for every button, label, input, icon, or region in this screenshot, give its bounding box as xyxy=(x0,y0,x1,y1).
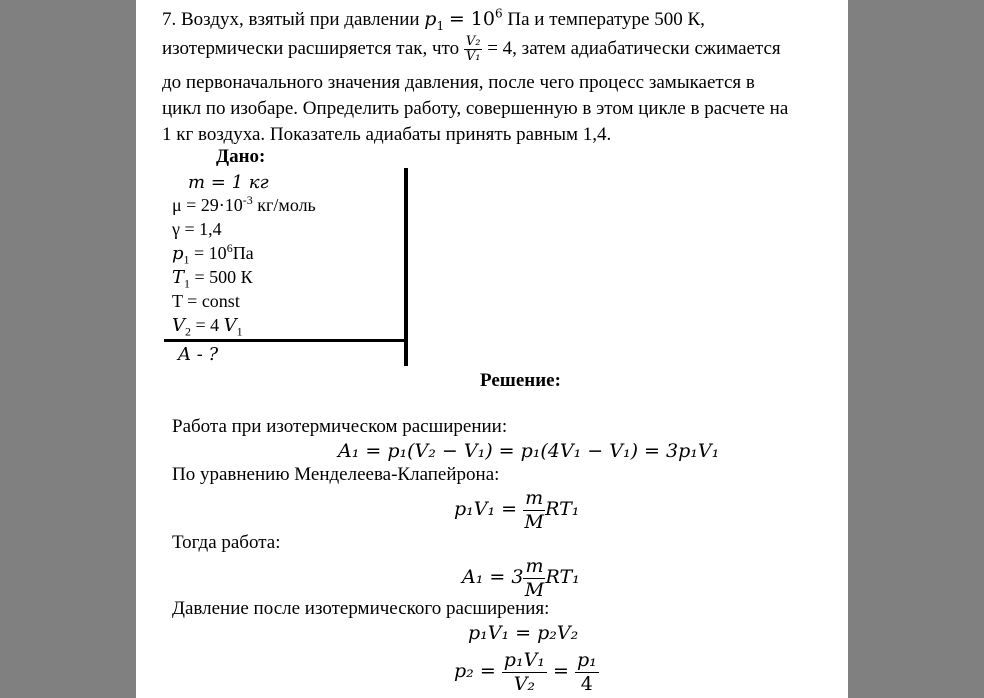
given-p1: $p_1 = 10^6Па$ xyxy=(172,241,254,267)
given-gamma: γ = 1,4 xyxy=(172,219,222,239)
fraction-v2-v1: $\frac{\text{V₂}}{\text{V₁}}$ xyxy=(465,34,481,65)
document-page xyxy=(136,0,848,698)
problem-line-1: 7. Воздух, взятый при давлении $p_1 = 10^6$ Па и температуре 500 К, xyxy=(162,6,705,33)
equation-p2: p₂ = $\frac{\text{p₁V₁}}{\text{V₂}}$ = $\frac{\text{p₁}}{4}$ xyxy=(454,648,597,695)
given-t-const: T = const xyxy=(172,291,240,311)
solution-step-3: Тогда работа: xyxy=(172,532,281,553)
equation-mendeleev: p₁V₁ = $\frac{m}{M}$ RT₁ xyxy=(454,486,580,533)
solution-step-1: Работа при изотермическом расширении: xyxy=(172,416,508,437)
formula-p1: $p_1$ xyxy=(424,8,445,33)
given-mu: $\mu = 29\cdot 10^{-3}$ кг/моль xyxy=(172,193,316,215)
given-vertical-divider xyxy=(404,168,408,366)
fraction-m-over-M: $\frac{m}{M}$ xyxy=(524,486,544,533)
fraction-m-over-M-2: $\frac{m}{M}$ xyxy=(524,554,545,601)
problem-line-2: изотермически расширяется так, что $\frac{\text{V₂}}{\text{V₁}}$ = 4, затем адиабатически сжимается xyxy=(162,34,781,65)
problem-line-4: цикл по изобаре. Определить работу, совершенную в этом цикле в расчете на xyxy=(162,98,789,119)
given-title: Дано: xyxy=(216,146,266,167)
given-find: A - ? xyxy=(178,344,219,365)
equation-work-isothermal: A₁ = p₁(V₂ − V₁) = p₁(4V₁ − V₁) = 3p₁V₁ xyxy=(338,440,720,462)
solution-title: Решение: xyxy=(480,370,561,391)
solution-step-2: По уравнению Менделеева-Клапейрона: xyxy=(172,464,500,485)
problem-line-5: 1 кг воздуха. Показатель адиабаты принять равным 1,4. xyxy=(162,124,612,145)
fraction-p1-over-4: $\frac{\text{p₁}}{4}$ xyxy=(576,648,597,695)
equation-work-result: A₁ = 3 $\frac{m}{M}$ RT₁ xyxy=(462,554,580,601)
given-t1: $T_1 = 500$ К xyxy=(172,267,253,291)
given-v2: $V_2 = 4$ $V_1$ xyxy=(172,315,243,339)
fraction-p1v1-over-v2: $\frac{\text{p₁V₁}}{\text{V₂}}$ xyxy=(503,648,545,695)
solution-step-4: Давление после изотермического расширения: xyxy=(172,598,550,619)
given-m: m = 1 кг xyxy=(188,172,269,193)
given-horizontal-divider xyxy=(164,339,408,342)
equation-boyle: p₁V₁ = p₂V₂ xyxy=(468,622,579,644)
problem-line-3: до первоначального значения давления, после чего процесс замыкается в xyxy=(162,72,755,93)
